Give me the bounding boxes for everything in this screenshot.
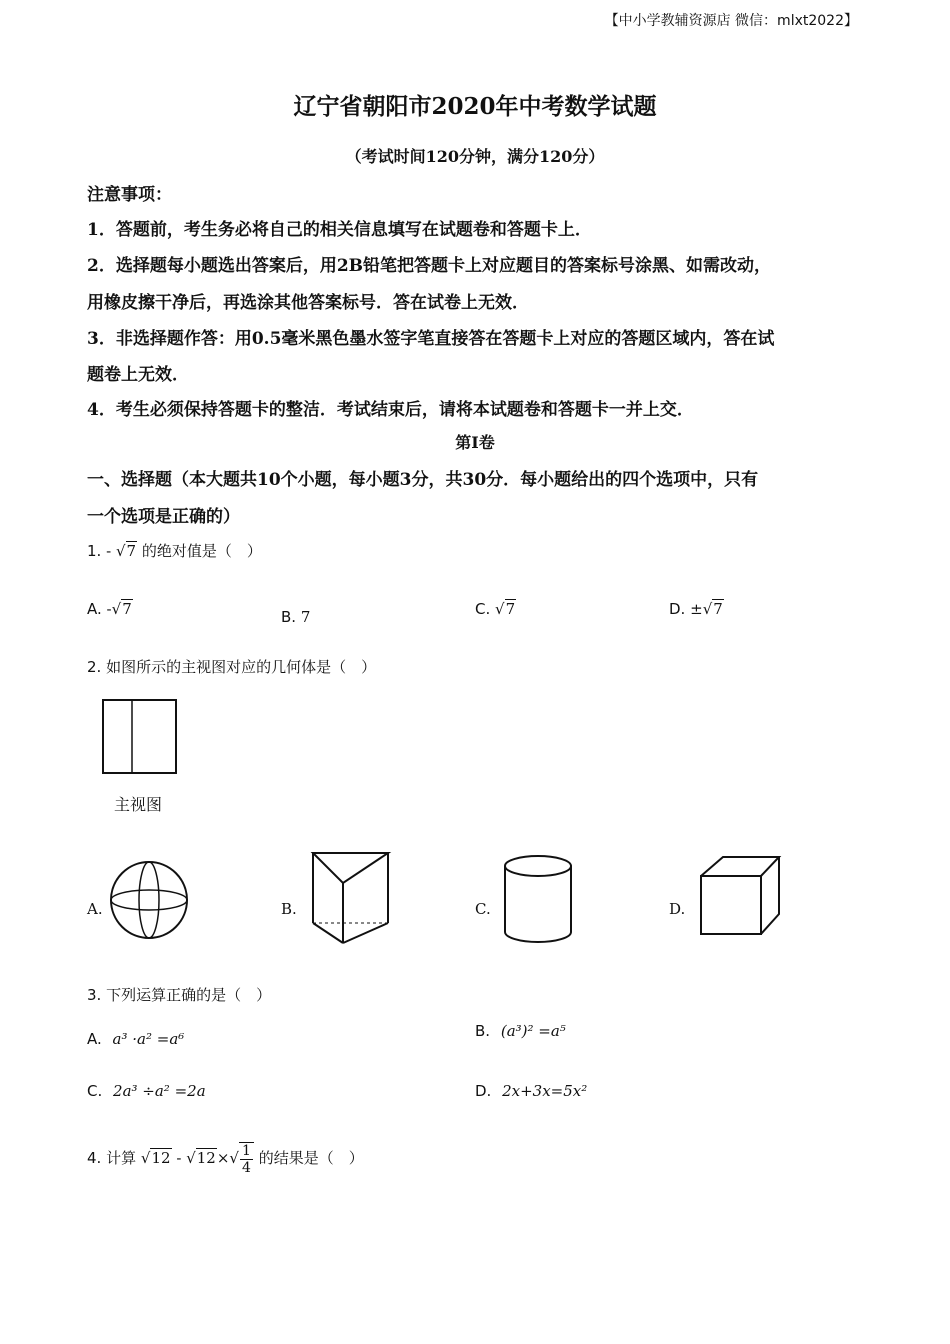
sqrt-expression: √7 (495, 600, 516, 618)
fraction (239, 1142, 254, 1176)
math-expression: 2a³ ÷a² =2a (113, 1082, 206, 1100)
notice-item: 1．答题前，考生务必将自己的相关信息填写在试题卷和答题卡上． (87, 220, 592, 240)
option-label: B. (475, 1022, 491, 1040)
q3-option-d (475, 1082, 587, 1100)
question-3 (87, 984, 271, 1005)
option-label: A. (87, 1030, 102, 1048)
sphere-figure (104, 855, 194, 945)
radicand: 7 (126, 542, 137, 560)
part-heading: 一、选择题（本大题共10个小题，每小题3分，共30分．每小题给出的四个选项中，只有 (87, 470, 759, 490)
page-title: 辽宁省朝阳市2020年中考数学试题 (293, 93, 657, 120)
notice-item: 4．考生必须保持答题卡的整洁．考试结束后，请将本试题卷和答题卡一并上交． (87, 400, 694, 420)
question-number: 4. (87, 1149, 102, 1167)
question-text: 的结果是（ ） (258, 1149, 364, 1167)
option-label: D. (475, 1082, 492, 1100)
question-2 (87, 656, 376, 677)
notice-heading: 注意事项： (87, 185, 172, 205)
question-number: 2. (87, 658, 102, 676)
option-label: A. (87, 600, 102, 618)
q1-option-c (475, 600, 516, 618)
q1-option-b (281, 608, 310, 626)
notice-item: 用橡皮擦干净后，再选涂其他答案标号．答在试卷上无效． (87, 293, 529, 313)
math-expression: 2x+3x=5x² (502, 1082, 588, 1100)
notice-item: 3．非选择题作答：用0.5毫米黑色墨水签字笔直接答在答题卡上对应的答题区域内，答在试 (87, 329, 775, 349)
option-label: C. (475, 600, 491, 618)
times-sign: × (216, 1149, 230, 1167)
section-title: 第I卷 (455, 433, 495, 452)
sqrt-expression: √7 (115, 542, 137, 560)
q2-option-b-label: B. (281, 900, 297, 918)
math-expression: (a³)² =a⁵ (500, 1022, 566, 1040)
figure-caption: 主视图 (114, 795, 163, 814)
option-value: 7 (300, 608, 311, 626)
plus-minus-sign: ± (690, 600, 703, 618)
notice-item: 题卷上无效． (87, 365, 189, 385)
sqrt-expression: √12 (186, 1149, 216, 1167)
front-view-figure (100, 697, 180, 777)
notice-item: 2．选择题每小题选出答案后，用2B铅笔把答题卡上对应题目的答案标号涂黑、如需改动， (87, 256, 772, 276)
q3-option-b (475, 1022, 566, 1040)
question-text-pre: 计算 (106, 1149, 137, 1167)
question-1 (87, 540, 262, 561)
option-label: C. (87, 1082, 103, 1100)
radicand: 7 (713, 600, 723, 618)
header-tag: 【中小学教辅资源店 微信：mlxt2022】 (604, 13, 858, 29)
radicand: 12 (151, 1149, 171, 1167)
q1-option-d (669, 600, 724, 618)
question-text: 的绝对值是（ ） (141, 542, 262, 560)
sqrt-fraction: √ $\frac{1}{4}$ (229, 1142, 253, 1176)
radicand: 7 (122, 600, 132, 618)
q3-option-a (87, 1030, 184, 1048)
q2-option-c-label: C. (475, 900, 491, 918)
question-text: 下列运算正确的是（ ） (106, 986, 272, 1004)
option-label: D. (669, 600, 686, 618)
question-4 (87, 1142, 364, 1176)
sqrt-expression: √7 (702, 600, 723, 618)
numerator: 1 (241, 1143, 251, 1159)
exam-subtitle: （考试时间120分钟，满分120分） (345, 147, 605, 166)
triangular-prism-figure (305, 848, 400, 948)
q3-option-c (87, 1082, 206, 1100)
q1-option-a (87, 600, 133, 618)
sqrt-expression: √12 (140, 1149, 171, 1167)
question-text: 如图所示的主视图对应的几何体是（ ） (106, 658, 377, 676)
question-number: 3. (87, 986, 102, 1004)
math-minus: - (176, 1149, 182, 1167)
sqrt-expression: √7 (111, 600, 132, 618)
option-label: B. (281, 608, 297, 626)
radicand: 12 (196, 1149, 216, 1167)
math-expression: a³ ·a² =a⁶ (112, 1030, 185, 1048)
q2-option-d-label: D. (669, 900, 686, 918)
denominator: 4 (241, 1160, 251, 1176)
math-minus: - (106, 542, 112, 560)
cylinder-figure (500, 852, 580, 948)
math-minus: - (106, 600, 112, 618)
question-number: 1. (87, 542, 102, 560)
cube-figure (695, 852, 785, 938)
radicand: 7 (505, 600, 516, 618)
part-heading: 一个选项是正确的） (87, 507, 240, 527)
q2-option-a-label: A. (87, 900, 103, 918)
